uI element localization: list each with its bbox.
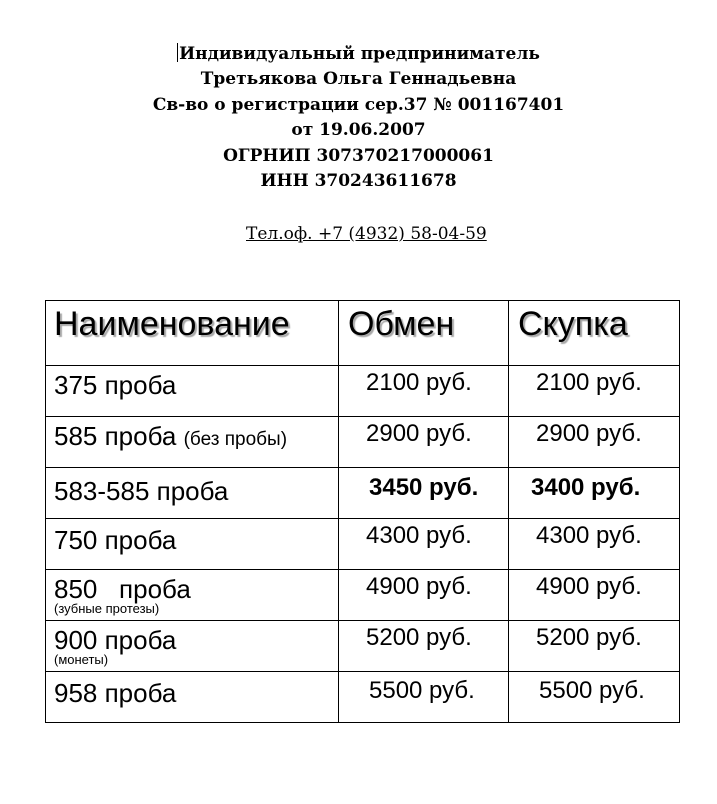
column-header-buy: Скупка bbox=[509, 301, 680, 366]
table-row bbox=[46, 468, 680, 519]
column-header-name: Наименование bbox=[46, 301, 339, 366]
row-subnote: (монеты) bbox=[54, 652, 109, 667]
row-exchange-price: 4300 руб. bbox=[339, 519, 509, 570]
header-line: Третьякова Ольга Геннадьевна bbox=[200, 69, 517, 90]
text-cursor bbox=[177, 43, 178, 62]
table-row bbox=[46, 570, 680, 621]
row-name: 850 проба (зубные протезы) bbox=[46, 570, 339, 621]
row-exchange-price: 5500 руб. bbox=[339, 672, 509, 723]
row-name: 585 проба (без пробы) bbox=[46, 417, 339, 468]
row-name: 900 проба (монеты) bbox=[46, 621, 339, 672]
row-name: 583-585 проба bbox=[46, 468, 339, 519]
row-exchange-price: 3450 руб. bbox=[339, 468, 509, 519]
header-line: Св-во о регистрации сер.37 № 001167401 bbox=[152, 94, 565, 115]
table-row bbox=[46, 621, 680, 672]
office-phone: Тел.оф. +7 (4932) 58-04-59 bbox=[246, 224, 487, 244]
row-exchange-price: 5200 руб. bbox=[339, 621, 509, 672]
table-row bbox=[46, 366, 680, 417]
table-row bbox=[46, 519, 680, 570]
row-name: 375 проба bbox=[46, 366, 339, 417]
header-line: от 19.06.2007 bbox=[291, 120, 426, 141]
header-title: Индивидуальный предприниматель bbox=[179, 44, 540, 64]
table-header-row bbox=[46, 301, 680, 366]
row-note: (без пробы) bbox=[183, 429, 288, 450]
row-buy-price: 4300 руб. bbox=[509, 519, 680, 570]
entrepreneur-header bbox=[0, 42, 717, 194]
row-buy-price: 2900 руб. bbox=[509, 417, 680, 468]
row-exchange-price: 2100 руб. bbox=[339, 366, 509, 417]
row-name: 750 проба bbox=[46, 519, 339, 570]
row-exchange-price: 4900 руб. bbox=[339, 570, 509, 621]
row-buy-price: 4900 руб. bbox=[509, 570, 680, 621]
header-line: ИНН 370243611678 bbox=[260, 171, 457, 192]
row-buy-price: 5200 руб. bbox=[509, 621, 680, 672]
table-row bbox=[46, 672, 680, 723]
table-row bbox=[46, 417, 680, 468]
row-subnote: (зубные протезы) bbox=[54, 601, 160, 616]
row-exchange-price: 2900 руб. bbox=[339, 417, 509, 468]
row-buy-price: 5500 руб. bbox=[509, 672, 680, 723]
header-line bbox=[0, 42, 717, 67]
price-table bbox=[45, 300, 680, 723]
column-header-exchange: Обмен bbox=[339, 301, 509, 366]
header-line: ОГРНИП 307370217000061 bbox=[223, 145, 494, 166]
row-name: 958 проба bbox=[46, 672, 339, 723]
row-buy-price: 2100 руб. bbox=[509, 366, 680, 417]
row-buy-price: 3400 руб. bbox=[509, 468, 680, 519]
